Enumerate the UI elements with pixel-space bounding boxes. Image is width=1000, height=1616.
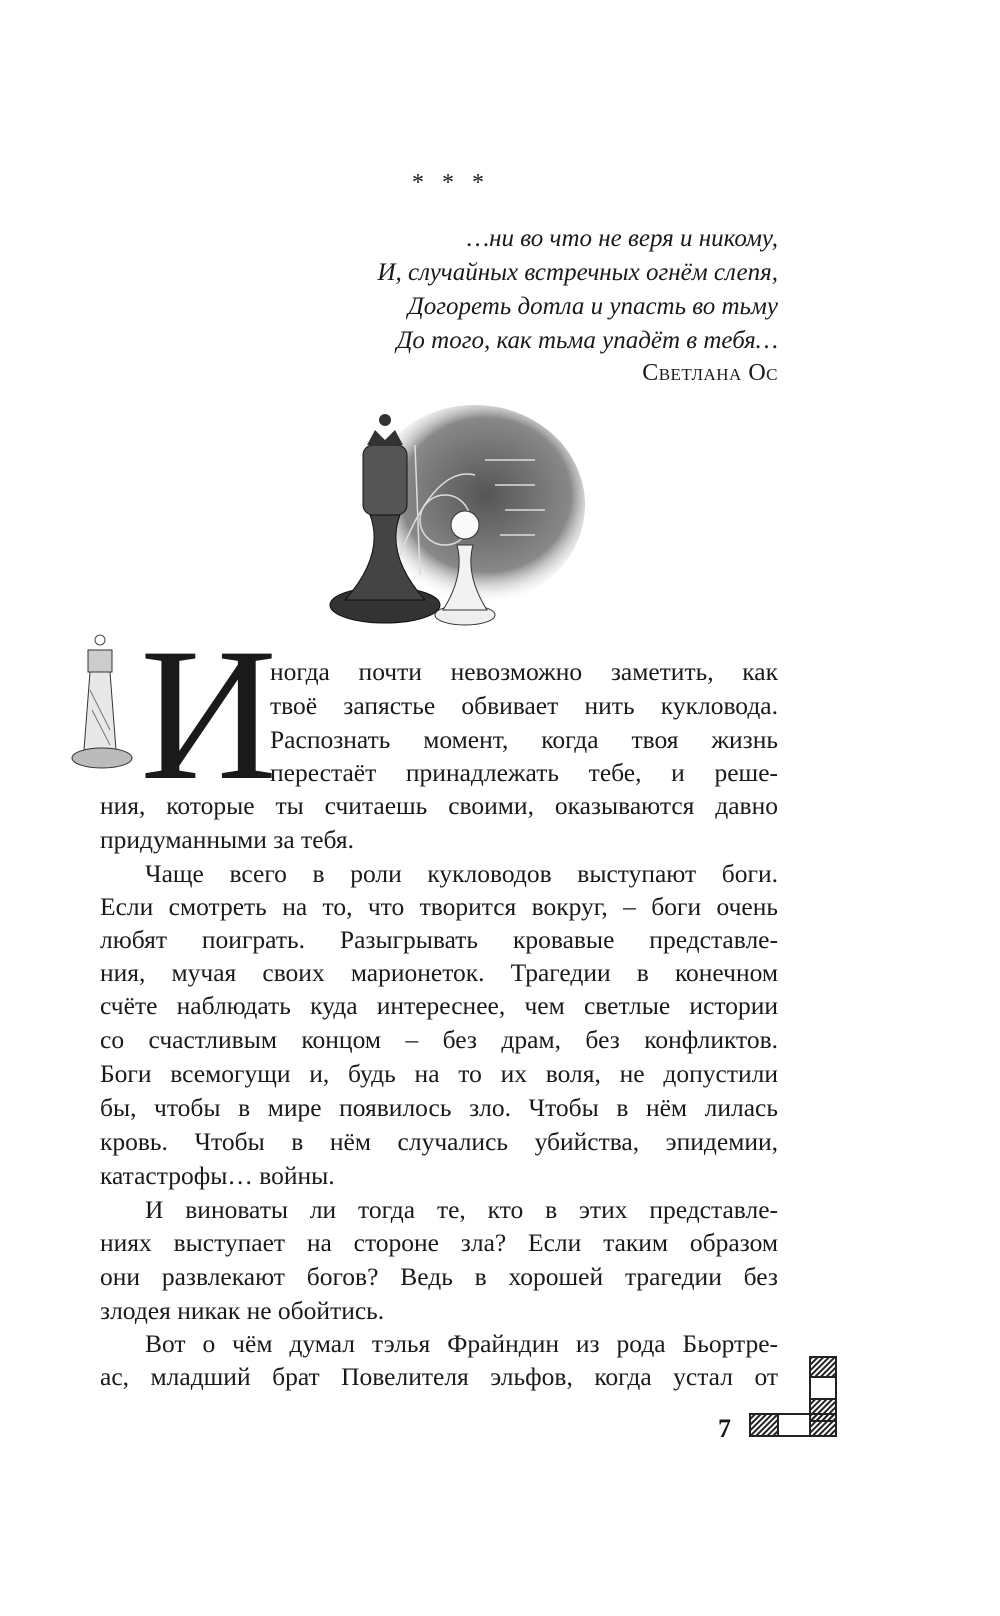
page-number: 7 [718, 1414, 731, 1443]
text-line: со счастливым концом – без драм, без конфликтов. [100, 1025, 778, 1054]
text-line: Распознать момент, когда твоя жизнь [270, 725, 778, 754]
text-line: Если смотреть на то, что творится вокруг, – боги очень [100, 892, 778, 921]
text-line: И виноваты ли тогда те, кто в этих представле- [145, 1195, 778, 1224]
text-line: ния, которые ты считаешь своими, оказываются давно [100, 791, 778, 820]
text-line: кровь. Чтобы в нём случались убийства, эпидемии, [100, 1127, 778, 1156]
epigraph-line: И, случайных встречных огнём слепя, [377, 259, 778, 286]
rook-piece-icon [70, 630, 135, 780]
text-line: злодея никак не обойтись. [100, 1296, 385, 1325]
section-separator: * * * [412, 170, 490, 196]
text-line: бы, чтобы в мире появилось зло. Чтобы в нём лилась [100, 1093, 778, 1122]
text-line: любят поиграть. Разыгрывать кровавые представле- [100, 925, 778, 954]
text-line: счёте наблюдать куда интереснее, чем светлые истории [100, 991, 778, 1020]
drop-cap: И [140, 610, 278, 820]
epigraph-line: До того, как тьма упадёт в тебя… [396, 327, 778, 354]
epigraph-line: …ни во что не веря и никому, [466, 225, 778, 252]
text-line: Боги всемогущи и, будь на то их воля, не допустили [100, 1059, 778, 1088]
epigraph [377, 222, 778, 358]
text-line: твоё запястье обвивает нить кукловода. [270, 691, 778, 720]
text-line: ниях выступает на стороне зла? Если таким образом [100, 1228, 778, 1257]
chessboard-corner-icon [748, 1352, 848, 1447]
text-line: катастрофы… войны. [100, 1161, 335, 1190]
text-line: перестаёт принадлежать тебе, и реше- [270, 758, 778, 787]
text-line: Вот о чём думал тэлья Фрайндин из рода Бьортре- [145, 1329, 778, 1358]
text-line: придуманными за тебя. [100, 825, 354, 854]
epigraph-line: Догореть дотла и упасть во тьму [407, 293, 778, 320]
text-line: они развлекают богов? Ведь в хорошей трагедии без [100, 1262, 778, 1291]
text-line: ас, младший брат Повелителя эльфов, когда устал от [100, 1362, 778, 1391]
text-line: ногда почти невозможно заметить, как [270, 657, 778, 686]
text-line: ния, мучая своих марионеток. Трагедии в конечном [100, 958, 778, 987]
text-line: Чаще всего в роли кукловодов выступают боги. [145, 859, 778, 888]
epigraph-author: Светлана Ос [642, 360, 778, 386]
chess-illustration [325, 405, 585, 635]
